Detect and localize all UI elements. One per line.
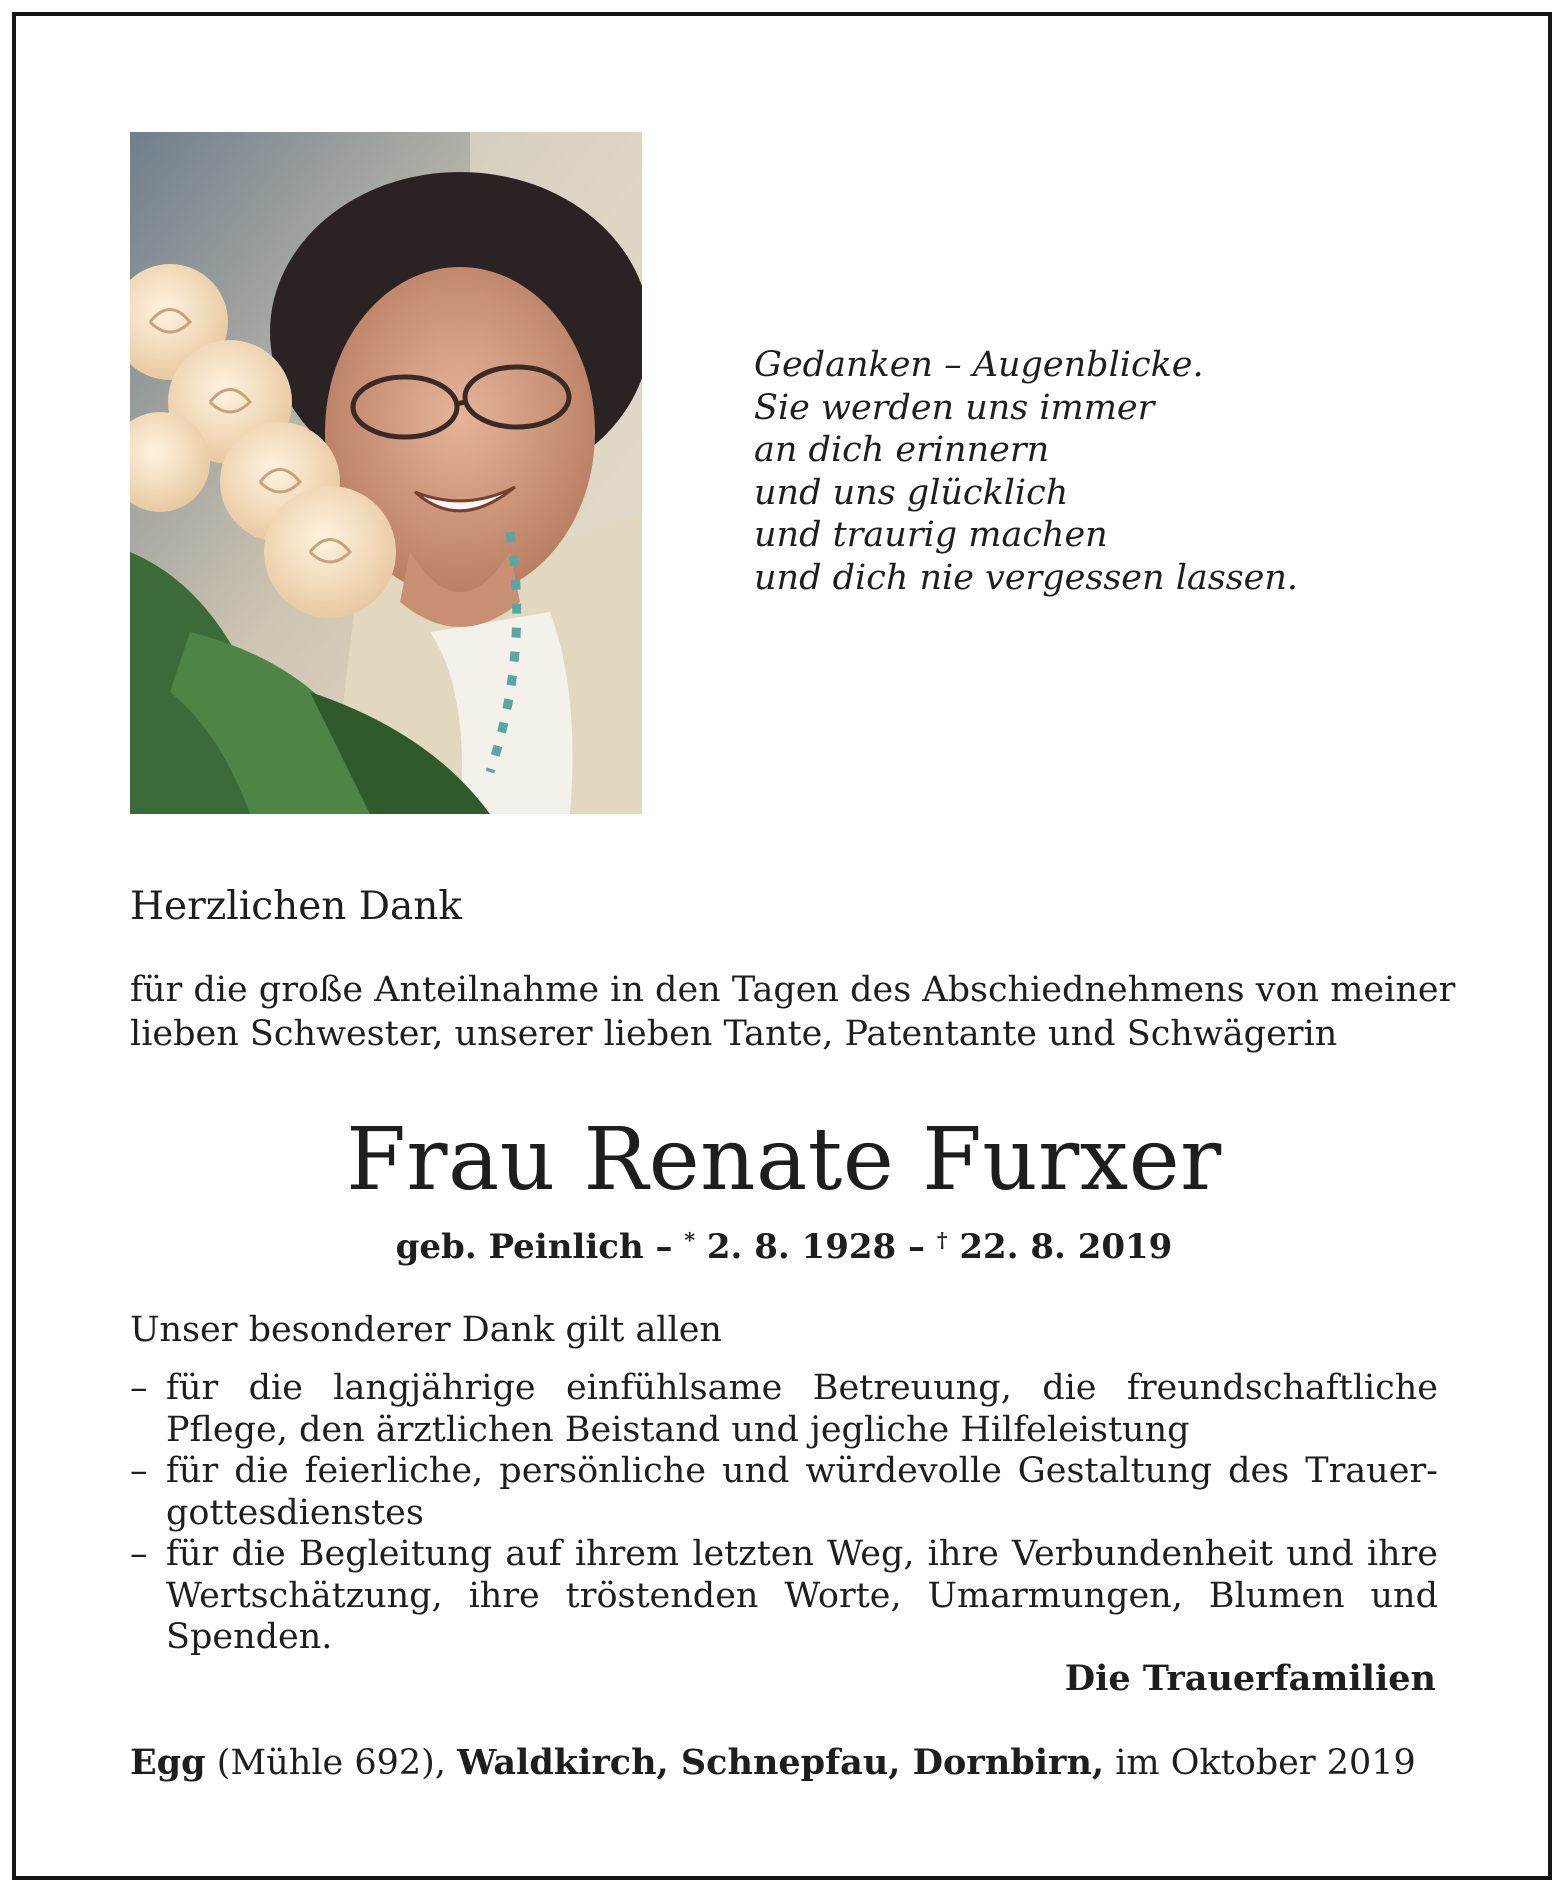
birth-date: 2. 8. 1928 bbox=[695, 1227, 897, 1267]
poem-line: an dich erinnern bbox=[754, 430, 1050, 470]
dash-bullet: – bbox=[130, 1534, 148, 1574]
deceased-name: Frau Renate Furxer bbox=[346, 1110, 1222, 1210]
portrait-photo bbox=[130, 132, 642, 814]
intro-text bbox=[130, 968, 1455, 1056]
maiden-name: geb. Peinlich bbox=[395, 1227, 644, 1267]
special-thanks-heading: Unser besonderer Dank gilt allen bbox=[130, 1310, 722, 1350]
thanks-list bbox=[130, 1368, 1438, 1659]
list-item-text: für die langjährige einfühlsame Betreuung, die freundschaftliche Pflege, den ärztlichen Beistand und jegliche Hilfeleistung bbox=[166, 1368, 1438, 1450]
poem bbox=[754, 344, 1298, 599]
list-item-text: für die Begleitung auf ihrem letzten Weg, ihre Verbundenheit und ihre Wertschätzung, ihre tröstenden Worte, Umarmungen, Blumen und Spenden. bbox=[166, 1534, 1438, 1657]
towns: Waldkirch, Schnepfau, Dornbirn, bbox=[457, 1742, 1105, 1783]
separator-dash: – bbox=[643, 1227, 685, 1267]
intro-line: lieben Schwester, unserer lieben Tante, Patentante und Schwägerin bbox=[130, 1014, 1338, 1054]
list-item bbox=[130, 1534, 1438, 1659]
address: (Mühle 692), bbox=[205, 1743, 458, 1783]
town-egg: Egg bbox=[130, 1742, 206, 1783]
poem-line: und dich nie vergessen lassen. bbox=[754, 557, 1299, 598]
list-item bbox=[130, 1451, 1438, 1534]
death-date: 22. 8. 2019 bbox=[947, 1227, 1173, 1267]
place-and-date bbox=[130, 1742, 1416, 1783]
separator-dash: – bbox=[896, 1227, 937, 1267]
poem-line: und traurig machen bbox=[754, 515, 1108, 555]
date: im Oktober 2019 bbox=[1104, 1743, 1416, 1783]
list-item bbox=[130, 1368, 1438, 1451]
dash-bullet: – bbox=[130, 1451, 148, 1491]
thanks-heading: Herzlichen Dank bbox=[130, 884, 463, 929]
poem-line: Sie werden uns immer bbox=[754, 387, 1155, 428]
poem-line: Gedanken – Augenblicke. bbox=[754, 345, 1204, 385]
death-symbol: † bbox=[936, 1227, 948, 1252]
birth-symbol: * bbox=[684, 1227, 696, 1252]
intro-line: für die große Anteilnahme in den Tagen des Abschiednehmens von meiner bbox=[130, 970, 1456, 1010]
portrait-image bbox=[130, 132, 642, 814]
dash-bullet: – bbox=[130, 1368, 148, 1408]
life-dates bbox=[0, 1227, 1568, 1267]
signature: Die Trauerfamilien bbox=[1064, 1658, 1436, 1699]
list-item-text: für die feierliche, persönliche und würdevolle Gestaltung des Trauergottesdienstes bbox=[166, 1451, 1438, 1533]
poem-line: und uns glücklich bbox=[754, 472, 1069, 513]
